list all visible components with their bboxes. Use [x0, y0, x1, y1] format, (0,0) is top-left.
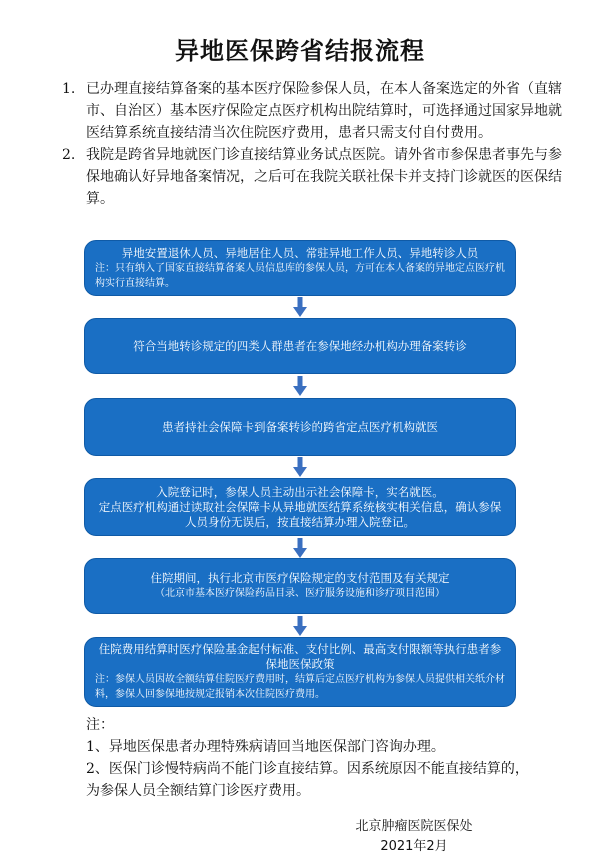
flow-step-4	[84, 478, 516, 536]
flow-step-3	[84, 398, 516, 456]
footnote-item-1: 1、异地医保患者办理特殊病请回当地医保部门咨询办理。	[86, 739, 445, 755]
flow-step-text: 患者持社会保障卡到备案转诊的跨省定点医疗机构就医	[162, 419, 438, 434]
down-arrow-icon	[293, 538, 307, 558]
intro-item-number: 2.	[62, 147, 76, 163]
intro-item-text: 我院是跨省异地就医门诊直接结算业务试点医院。请外省市参保患者事先与参保地确认好异地备案情况，之后可在我院关联社保卡并支持门诊就医的医保结算。	[86, 147, 562, 207]
page-title: 异地医保跨省结报流程	[175, 37, 425, 65]
intro-item-number: 1.	[62, 81, 76, 97]
issue-date: 2021年2月	[380, 839, 448, 854]
flow-step-2	[84, 318, 516, 374]
flow-step-5	[84, 558, 516, 614]
intro-item-1	[62, 78, 567, 144]
issuer-name: 北京肿瘤医院医保处	[355, 819, 473, 834]
flow-step-text: 住院费用结算时医疗保险基金起付标准、支付比例、最高支付限额等执行患者参保地医保政策	[98, 642, 502, 671]
intro-item-text: 已办理直接结算备案的基本医疗保险参保人员，在本人备案选定的外省（直辖市、自治区）基本医疗保险定点医疗机构出院结算时，可选择通过国家异地就医结算系统直接结清当次住院医疗费用，患者只需支付自付费用。	[86, 81, 562, 141]
issuer-signature	[334, 817, 494, 857]
down-arrow-icon	[293, 457, 307, 477]
footnote-item-2: 2、医保门诊慢特病尚不能门诊直接结算。因系统原因不能直接结算的，为参保人员全额结算门诊医疗费用。	[86, 761, 529, 799]
flow-step-text: 入院登记时，参保人员主动出示社会保障卡，实名就医。	[156, 484, 444, 499]
flow-step-text: 定点医疗机构通过读取社会保障卡从异地就医结算系统核实相关信息，确认参保人员身份无误后，按直接结算办理入院登记。	[98, 499, 502, 529]
flow-step-note: （北京市基本医疗保险药品目录、医疗服务设施和诊疗项目范围）	[155, 588, 445, 599]
flow-step-text: 异地安置退休人员、异地居住人员、常驻异地工作人员、异地转诊人员	[121, 245, 479, 260]
flow-step-6	[84, 637, 516, 707]
flow-step-note: 注：参保人员因故全额结算住院医疗费用时，结算后定点医疗机构为参保人员提供相关纸介材料，参保人回参保地按规定报销本次住院医疗费用。	[95, 674, 505, 700]
down-arrow-icon	[293, 297, 307, 317]
intro-section	[62, 78, 567, 210]
down-arrow-icon	[293, 376, 307, 396]
flow-step-1	[84, 240, 516, 296]
flow-step-text: 符合当地转诊规定的四类人群患者在参保地经办机构办理备案转诊	[133, 338, 467, 353]
flow-step-note: 注：只有纳入了国家直接结算备案人员信息库的参保人员，方可在本人备案的异地定点医疗机构实行直接结算。	[95, 262, 505, 289]
footnotes	[86, 714, 536, 802]
flow-step-text: 住院期间，执行北京市医疗保险规定的支付范围及有关规定	[150, 571, 450, 585]
down-arrow-icon	[293, 616, 307, 636]
intro-item-2	[62, 144, 567, 210]
footnotes-heading: 注：	[86, 717, 114, 733]
